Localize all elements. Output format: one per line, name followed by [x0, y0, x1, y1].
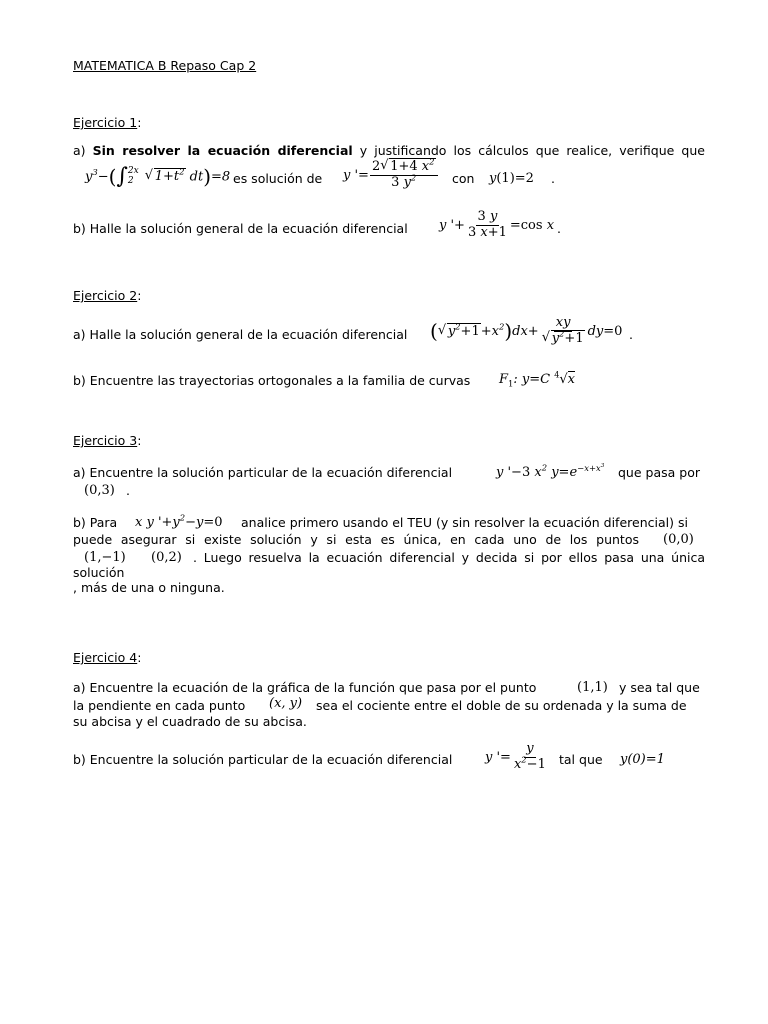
exercise-2a-line: [73, 316, 705, 356]
exercise-2a-equation: (√ $y^2+1+x^2)dx+$ xy √ $y^2+1$ dy=0: [430, 316, 622, 347]
exercise-3a-line2: [73, 481, 705, 501]
exercise-4-colon: :: [137, 650, 142, 665]
exercise-1a-initial-condition: y(1)=2: [489, 171, 534, 186]
exercise-4-heading: [73, 650, 705, 667]
exercise-1a-period: .: [551, 171, 555, 186]
exercise-1a-prefix: a): [73, 143, 86, 158]
exercise-1a-line2: [73, 156, 705, 200]
exercise-4-title: Ejercicio 4: [73, 650, 138, 665]
exercise-4a-point2: (x, y): [269, 696, 303, 711]
exercise-4b-tal-que: tal que: [559, 752, 603, 767]
exercise-1-title: Ejercicio 1: [73, 115, 138, 130]
exercise-2b-curve-family: $F_1$: y=C $^4$√x: [499, 370, 575, 389]
exercise-3a-point: (0,3): [84, 483, 115, 498]
exercise-1-heading: [73, 115, 705, 132]
exercise-3b-point2: (1,−1): [84, 550, 126, 565]
exercise-3b-text-line1: analice primero usando el TEU (y sin resolver la ecuación diferencial) si: [241, 515, 688, 530]
exercise-1-colon: :: [137, 115, 142, 130]
document-page: [73, 0, 705, 1024]
exercise-4a-line1: [73, 679, 705, 699]
exercise-3a-text: a) Encuentre la solución particular de la ecuación diferencial: [73, 465, 453, 480]
exercise-3b-point1: (0,0): [663, 532, 694, 547]
exercise-4b-equation: y '= $\frac{y}{x^2-1}$: [485, 741, 546, 772]
exercise-4a-point: (1,1): [577, 680, 608, 695]
exercise-2a-text: a) Halle la solución general de la ecuación diferencial: [73, 327, 408, 342]
exercise-3b-point3: (0,2): [151, 550, 182, 565]
exercise-3b-text-line2: puede asegurar si existe solución y si esta es única, en cada uno de los puntos: [73, 532, 639, 547]
exercise-3-heading: [73, 433, 705, 450]
exercise-3a-tail: que pasa por: [618, 465, 700, 480]
exercise-3b-equation: x y '$+y^2-y=0$: [135, 512, 223, 530]
exercise-3b-para: b) Para: [73, 515, 118, 530]
exercise-4a-line3: su abcisa y el cuadrado de su abcisa.: [73, 714, 307, 729]
exercise-4a-text-line2-tail: sea el cociente entre el doble de su ordenada y la suma de: [316, 698, 687, 713]
exercise-3b-line5: , más de una o ninguna.: [73, 580, 225, 595]
exercise-1a-integral-equation: $y^3-(\int$ 2x 2 √ $1+t^2$ dt)=8: [85, 162, 230, 192]
exercise-2a-period: .: [629, 327, 633, 342]
exercise-1a-derivative-equation: y '= $\frac{2√ 1+4 x^2}{3 y^2}$: [343, 160, 439, 191]
exercise-2b-text: b) Encuentre las trayectorias ortogonales a la familia de curvas: [73, 373, 471, 388]
exercise-1a-text: y justificando los cálculos que realice, verifique que: [359, 143, 705, 158]
exercise-3a-equation: y '−3 $x^2$ $y=e^{-x+x^3}$: [496, 462, 605, 480]
exercise-2-heading: [73, 288, 705, 305]
exercise-3-colon: :: [137, 433, 142, 448]
exercise-3-title: Ejercicio 3: [73, 433, 138, 448]
exercise-4a-text-line2-start: la pendiente en cada punto: [73, 698, 246, 713]
exercise-4b-text: b) Encuentre la solución particular de la ecuación diferencial: [73, 752, 453, 767]
exercise-3b-line1: [73, 514, 705, 534]
exercise-2-title: Ejercicio 2: [73, 288, 138, 303]
exercise-2b-line: [73, 370, 705, 392]
exercise-4a-text-line1: a) Encuentre la ecuación de la gráfica de la función que pasa por el punto: [73, 680, 537, 695]
exercise-1b-period: .: [557, 221, 561, 236]
exercise-1b-equation: y '+ $\frac{3 y}{3 x+1}$ =cos x: [439, 209, 555, 240]
exercise-1a-bold-text: Sin resolver la ecuación diferencial: [92, 143, 353, 158]
exercise-3b-line4: solución: [73, 565, 125, 580]
exercise-3b-text-line3: . Luego resuelva la ecuación diferencial y decida si por ellos pasa una única: [193, 550, 705, 565]
exercise-4a-text-line1-tail: y sea tal que: [619, 680, 700, 695]
exercise-4b-condition: y(0)=1: [620, 752, 665, 767]
exercise-1b-line: [73, 208, 705, 244]
document-title: MATEMATICA B Repaso Cap 2: [73, 58, 257, 73]
exercise-3a-period: .: [126, 483, 130, 498]
exercise-1a-con-text: con: [452, 171, 475, 186]
exercise-2-colon: :: [137, 288, 142, 303]
exercise-1b-text: b) Halle la solución general de la ecuación diferencial: [73, 221, 408, 236]
exercise-4b-line: [73, 742, 705, 782]
exercise-1a-mid-text: es solución de: [233, 171, 323, 186]
